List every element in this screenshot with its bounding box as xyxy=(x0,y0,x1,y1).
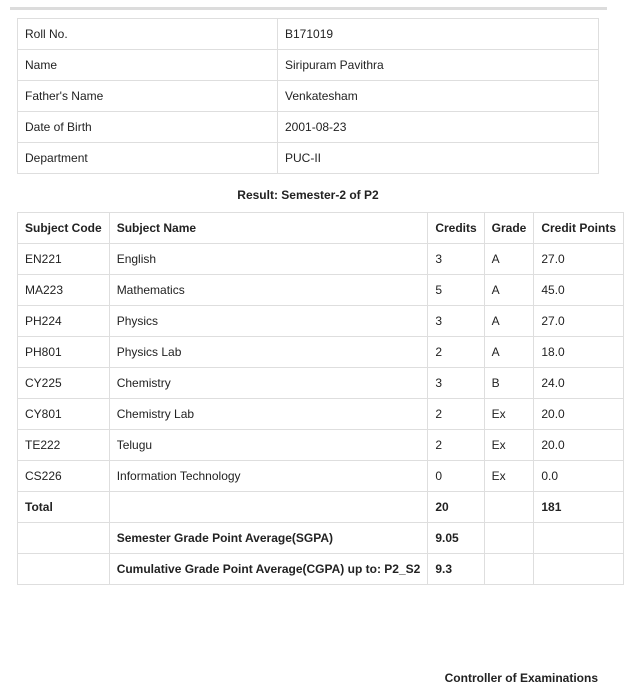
subject-code: CY801 xyxy=(18,399,110,430)
father-name-value: Venkatesham xyxy=(278,81,599,112)
header-subject-code: Subject Code xyxy=(18,213,110,244)
cgpa-empty-cell xyxy=(18,554,110,585)
credit-points: 24.0 xyxy=(534,368,624,399)
grade: Ex xyxy=(484,461,534,492)
subject-code: CY225 xyxy=(18,368,110,399)
cgpa-row xyxy=(18,554,624,585)
sgpa-empty-cell xyxy=(18,523,110,554)
table-row xyxy=(18,430,624,461)
subject-name: Physics Lab xyxy=(109,337,428,368)
credits: 3 xyxy=(428,306,484,337)
cgpa-value: 9.3 xyxy=(428,554,484,585)
sgpa-empty-points xyxy=(534,523,624,554)
header-subject-name: Subject Name xyxy=(109,213,428,244)
department-label: Department xyxy=(18,143,278,174)
credits: 0 xyxy=(428,461,484,492)
grade: Ex xyxy=(484,430,534,461)
total-empty-grade xyxy=(484,492,534,523)
marks-header-row xyxy=(18,213,624,244)
name-value: Siripuram Pavithra xyxy=(278,50,599,81)
credit-points: 27.0 xyxy=(534,306,624,337)
subject-code: TE222 xyxy=(18,430,110,461)
roll-no-value: B171019 xyxy=(278,19,599,50)
table-row xyxy=(18,461,624,492)
info-row-roll-no xyxy=(18,19,599,50)
credits: 5 xyxy=(428,275,484,306)
credit-points: 0.0 xyxy=(534,461,624,492)
sgpa-empty-grade xyxy=(484,523,534,554)
table-row xyxy=(18,244,624,275)
subject-name: English xyxy=(109,244,428,275)
grade: A xyxy=(484,306,534,337)
dob-value: 2001-08-23 xyxy=(278,112,599,143)
grade: A xyxy=(484,337,534,368)
grade: Ex xyxy=(484,399,534,430)
cgpa-empty-grade xyxy=(484,554,534,585)
grade: A xyxy=(484,275,534,306)
dob-label: Date of Birth xyxy=(18,112,278,143)
total-credit-points: 181 xyxy=(534,492,624,523)
table-row xyxy=(18,306,624,337)
subject-code: PH224 xyxy=(18,306,110,337)
table-row xyxy=(18,275,624,306)
table-row xyxy=(18,337,624,368)
subject-code: EN221 xyxy=(18,244,110,275)
info-row-dob xyxy=(18,112,599,143)
credit-points: 20.0 xyxy=(534,399,624,430)
header-credit-points: Credit Points xyxy=(534,213,624,244)
subject-name: Telugu xyxy=(109,430,428,461)
sgpa-label: Semester Grade Point Average(SGPA) xyxy=(109,523,428,554)
subject-name: Physics xyxy=(109,306,428,337)
table-row xyxy=(18,399,624,430)
credit-points: 20.0 xyxy=(534,430,624,461)
top-divider xyxy=(10,7,607,10)
subject-code: CS226 xyxy=(18,461,110,492)
table-row xyxy=(18,368,624,399)
credits: 2 xyxy=(428,337,484,368)
department-value: PUC-II xyxy=(278,143,599,174)
credits: 2 xyxy=(428,430,484,461)
marks-table xyxy=(17,212,624,585)
name-label: Name xyxy=(18,50,278,81)
info-row-name xyxy=(18,50,599,81)
credits: 3 xyxy=(428,244,484,275)
subject-name: Information Technology xyxy=(109,461,428,492)
info-row-father xyxy=(18,81,599,112)
subject-name: Mathematics xyxy=(109,275,428,306)
header-credits: Credits xyxy=(428,213,484,244)
subject-code: MA223 xyxy=(18,275,110,306)
cgpa-label: Cumulative Grade Point Average(CGPA) up to: P2_S2 xyxy=(109,554,428,585)
credit-points: 18.0 xyxy=(534,337,624,368)
father-name-label: Father's Name xyxy=(18,81,278,112)
grade: B xyxy=(484,368,534,399)
credits: 3 xyxy=(428,368,484,399)
total-row xyxy=(18,492,624,523)
info-row-department xyxy=(18,143,599,174)
subject-code: PH801 xyxy=(18,337,110,368)
total-label: Total xyxy=(18,492,110,523)
grade: A xyxy=(484,244,534,275)
total-empty-cell xyxy=(109,492,428,523)
subject-name: Chemistry xyxy=(109,368,428,399)
cgpa-empty-points xyxy=(534,554,624,585)
header-grade: Grade xyxy=(484,213,534,244)
result-title: Result: Semester-2 of P2 xyxy=(237,188,379,202)
controller-signature: Controller of Examinations xyxy=(444,671,598,685)
credit-points: 45.0 xyxy=(534,275,624,306)
credits: 2 xyxy=(428,399,484,430)
sgpa-value: 9.05 xyxy=(428,523,484,554)
total-credits: 20 xyxy=(428,492,484,523)
credit-points: 27.0 xyxy=(534,244,624,275)
subject-name: Chemistry Lab xyxy=(109,399,428,430)
sgpa-row xyxy=(18,523,624,554)
roll-no-label: Roll No. xyxy=(18,19,278,50)
student-info-table xyxy=(17,18,599,174)
